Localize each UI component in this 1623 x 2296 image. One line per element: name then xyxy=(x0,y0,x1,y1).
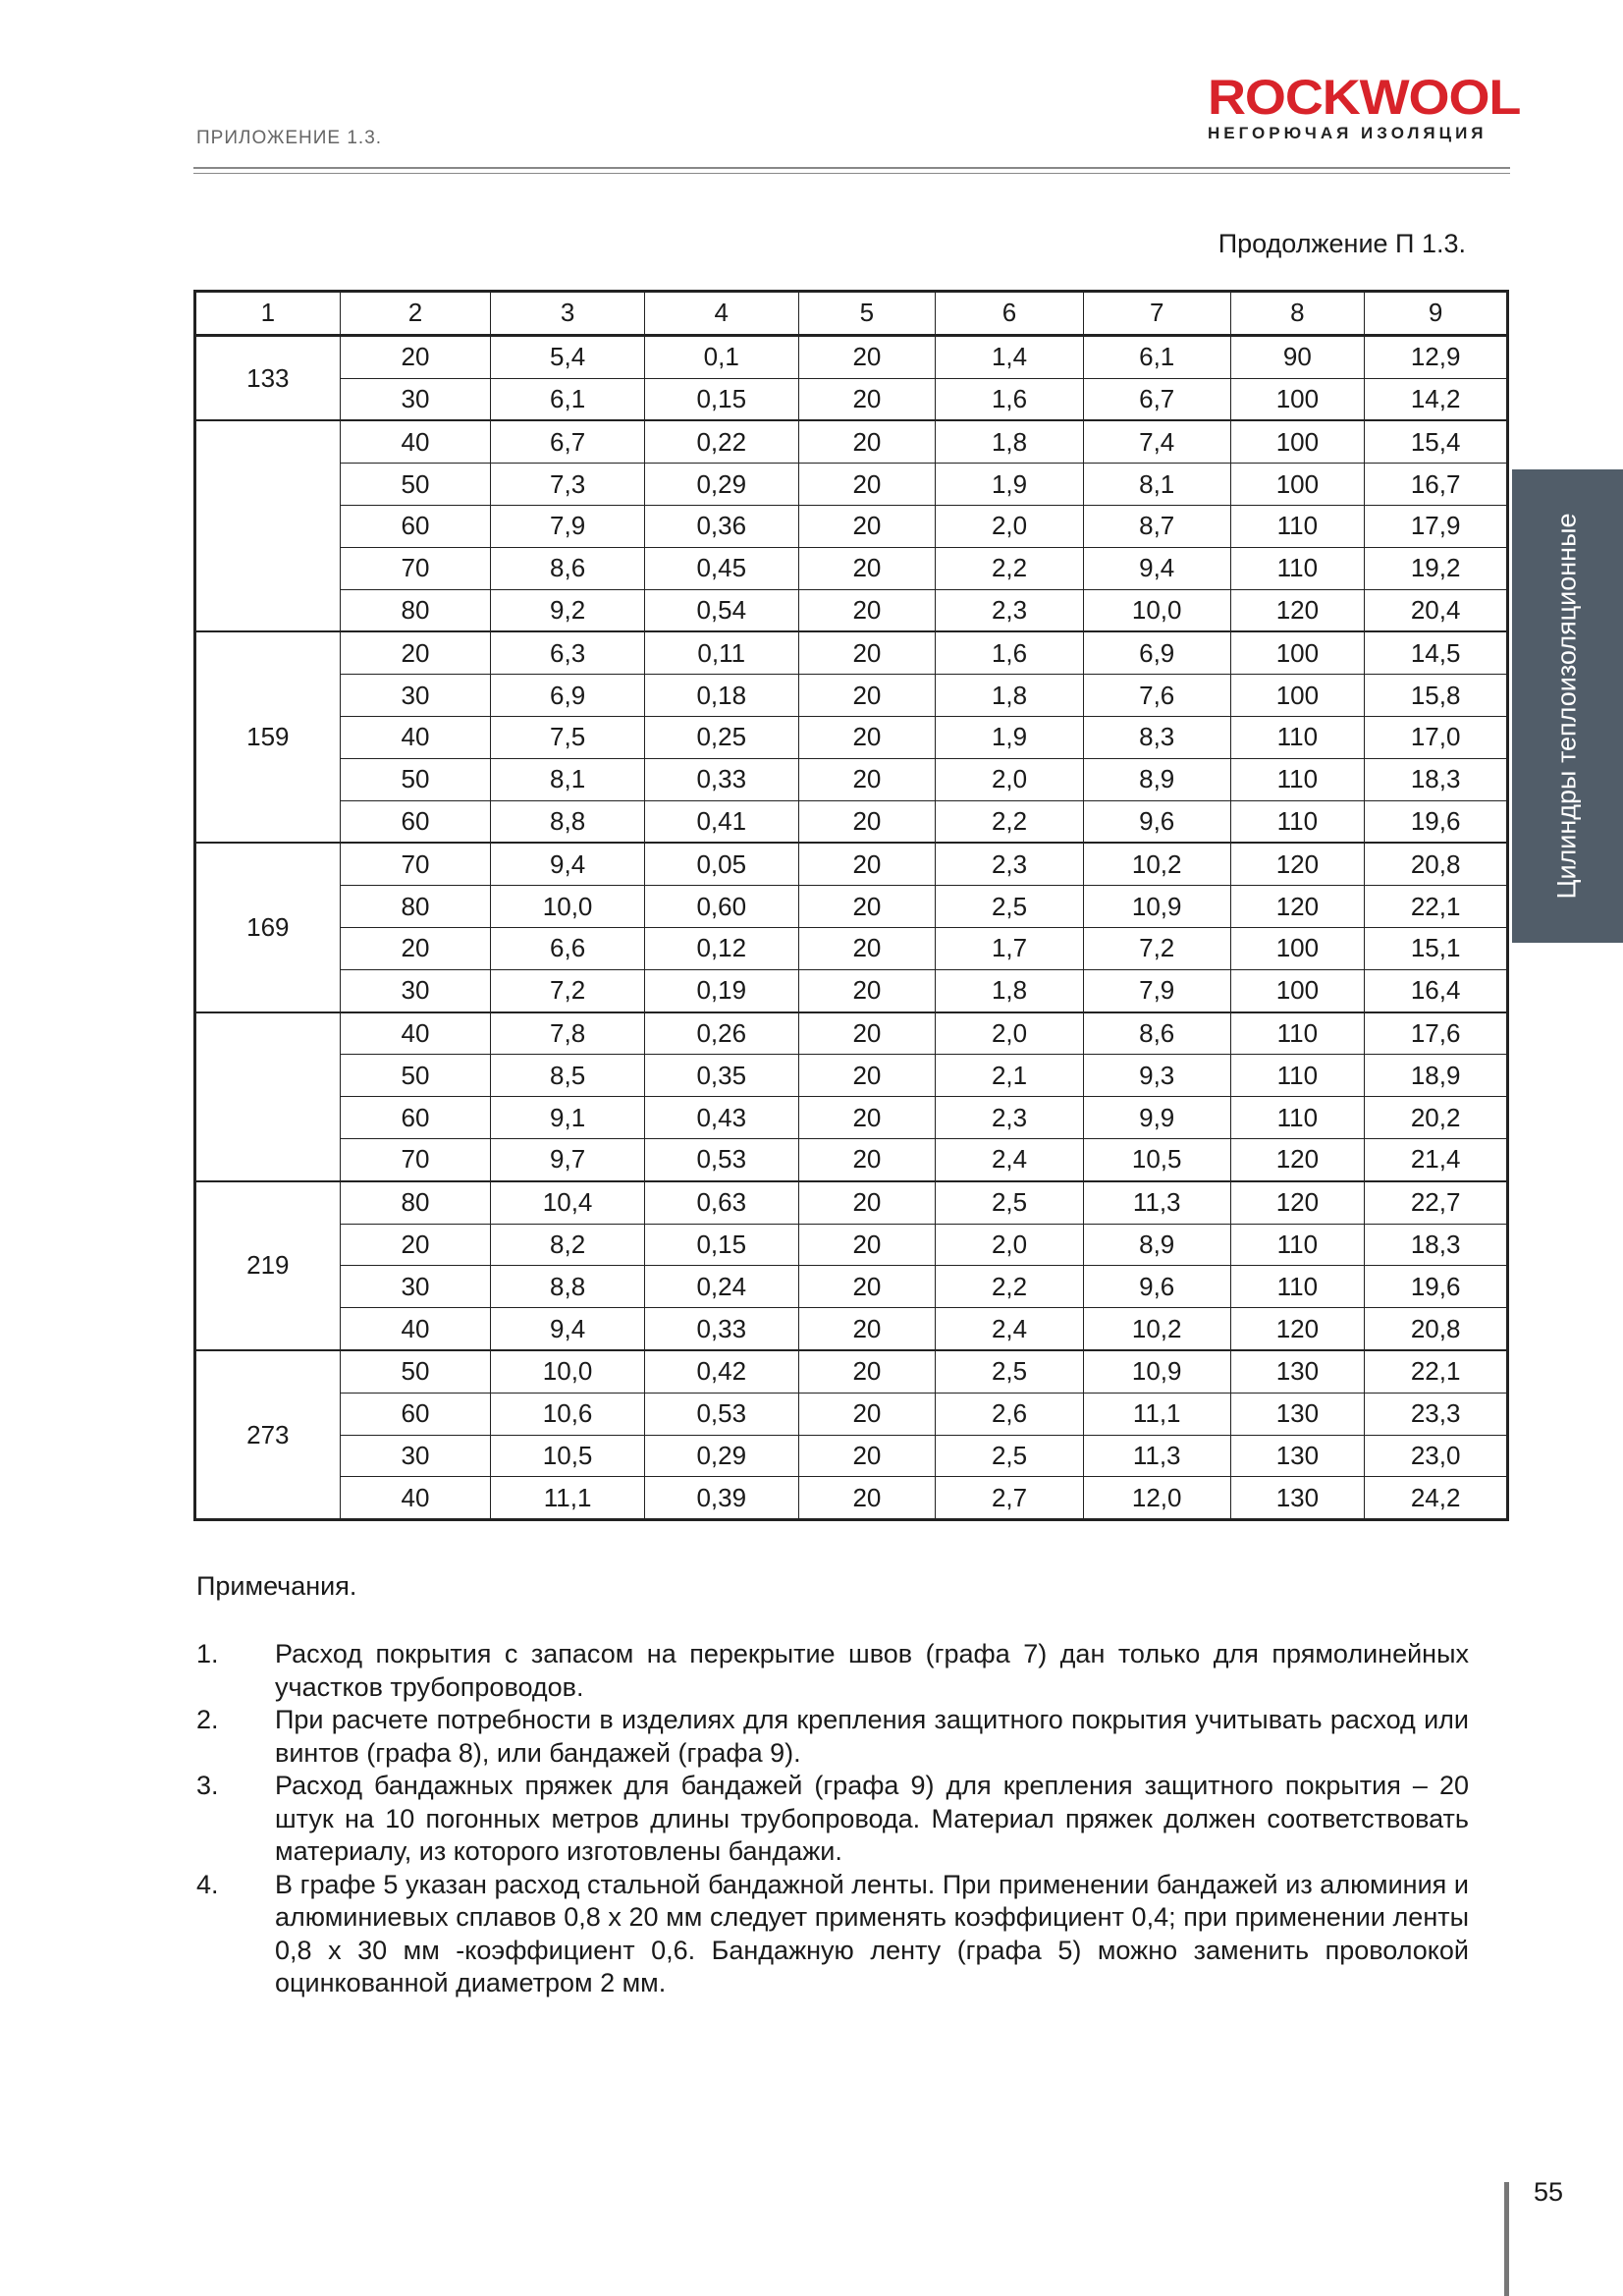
table-row xyxy=(195,758,1508,800)
page-number-bar xyxy=(1504,2182,1509,2296)
table-cell: 50 xyxy=(340,1055,491,1097)
table-cell: 0,35 xyxy=(644,1055,798,1097)
table-cell: 20,4 xyxy=(1365,589,1508,631)
table-cell: 2,5 xyxy=(936,1350,1084,1393)
table-cell: 8,3 xyxy=(1083,716,1230,758)
table-cell: 70 xyxy=(340,1138,491,1180)
table-cell: 20 xyxy=(798,969,936,1011)
table-cell: 6,7 xyxy=(491,420,645,463)
table-cell: 2,4 xyxy=(936,1308,1084,1350)
table-cell: 2,3 xyxy=(936,843,1084,885)
table-cell: 0,53 xyxy=(644,1393,798,1435)
column-header: 5 xyxy=(798,292,936,336)
diameter-group-cell: 169 xyxy=(195,843,341,1011)
table-cell: 11,1 xyxy=(491,1477,645,1520)
table-cell: 120 xyxy=(1230,1181,1365,1224)
table-cell: 19,2 xyxy=(1365,547,1508,589)
note-text: В графе 5 указан расход стальной бандажной ленты. При применении бандажей из алюминия и алюминиевых сплавов 0,8 х 20 мм следует применять коэффициент 0,4; при применении ленты 0,8 х 30 мм -коэффициент 0,6. Бандажную ленту (графа 5) можно заменить проволокой оцинкованной диаметром 2 мм. xyxy=(275,1869,1469,1997)
note-text: Расход покрытия с запасом на перекрытие швов (графа 7) дан только для прямолинейных участков трубопроводов. xyxy=(275,1639,1469,1702)
table-row xyxy=(195,335,1508,378)
table-cell: 0,54 xyxy=(644,589,798,631)
table-cell: 20 xyxy=(798,800,936,843)
table-row xyxy=(195,631,1508,674)
table-cell: 20 xyxy=(798,631,936,674)
table-cell: 2,4 xyxy=(936,1138,1084,1180)
table-cell: 130 xyxy=(1230,1393,1365,1435)
table-cell: 20,8 xyxy=(1365,1308,1508,1350)
table-cell: 7,6 xyxy=(1083,675,1230,717)
table-cell: 130 xyxy=(1230,1477,1365,1520)
column-header: 3 xyxy=(491,292,645,336)
column-header: 9 xyxy=(1365,292,1508,336)
table-cell: 1,6 xyxy=(936,631,1084,674)
table-cell: 1,6 xyxy=(936,378,1084,420)
table-cell: 7,2 xyxy=(491,969,645,1011)
table-cell: 0,63 xyxy=(644,1181,798,1224)
table-cell: 110 xyxy=(1230,800,1365,843)
table-cell: 7,3 xyxy=(491,464,645,506)
table-cell: 120 xyxy=(1230,843,1365,885)
note-item xyxy=(196,1770,1469,1869)
table-cell: 0,33 xyxy=(644,1308,798,1350)
table-cell: 7,9 xyxy=(1083,969,1230,1011)
table-cell: 9,6 xyxy=(1083,1266,1230,1308)
table-cell: 16,4 xyxy=(1365,969,1508,1011)
table-cell: 8,7 xyxy=(1083,505,1230,547)
table-cell: 20 xyxy=(798,547,936,589)
table-cell: 100 xyxy=(1230,675,1365,717)
table-cell: 15,8 xyxy=(1365,675,1508,717)
table-cell: 7,9 xyxy=(491,505,645,547)
table-cell: 100 xyxy=(1230,927,1365,969)
table-cell: 40 xyxy=(340,1308,491,1350)
table-cell: 14,2 xyxy=(1365,378,1508,420)
table-cell: 18,9 xyxy=(1365,1055,1508,1097)
table-cell: 0,41 xyxy=(644,800,798,843)
table-cell: 5,4 xyxy=(491,335,645,378)
table-cell: 40 xyxy=(340,420,491,463)
notes-list xyxy=(196,1638,1469,2000)
table-cell: 6,7 xyxy=(1083,378,1230,420)
table-cell: 2,3 xyxy=(936,589,1084,631)
table-cell: 120 xyxy=(1230,886,1365,928)
table-cell: 0,36 xyxy=(644,505,798,547)
table-cell: 30 xyxy=(340,378,491,420)
table-cell: 0,26 xyxy=(644,1012,798,1055)
table-cell: 2,2 xyxy=(936,800,1084,843)
table-cell: 1,9 xyxy=(936,464,1084,506)
table-row xyxy=(195,843,1508,885)
table-cell: 6,6 xyxy=(491,927,645,969)
table-cell: 60 xyxy=(340,1393,491,1435)
table-cell: 7,2 xyxy=(1083,927,1230,969)
table-cell: 12,9 xyxy=(1365,335,1508,378)
table-cell: 1,8 xyxy=(936,969,1084,1011)
table-cell: 17,9 xyxy=(1365,505,1508,547)
table-cell: 0,39 xyxy=(644,1477,798,1520)
table-cell: 20 xyxy=(340,335,491,378)
table-cell: 0,33 xyxy=(644,758,798,800)
header-divider xyxy=(193,167,1510,169)
table-cell: 70 xyxy=(340,547,491,589)
table-cell: 8,8 xyxy=(491,1266,645,1308)
table-cell: 8,9 xyxy=(1083,1224,1230,1266)
table-cell: 20 xyxy=(798,1097,936,1139)
table-cell: 7,4 xyxy=(1083,420,1230,463)
table-cell: 90 xyxy=(1230,335,1365,378)
table-cell: 0,29 xyxy=(644,1435,798,1477)
table-cell: 130 xyxy=(1230,1350,1365,1393)
appendix-label: ПРИЛОЖЕНИЕ 1.3. xyxy=(196,128,383,148)
table-cell: 60 xyxy=(340,800,491,843)
table-cell: 2,0 xyxy=(936,758,1084,800)
table-cell: 110 xyxy=(1230,1097,1365,1139)
table-row xyxy=(195,1393,1508,1435)
diameter-group-cell: 133 xyxy=(195,335,341,420)
table-cell: 9,4 xyxy=(491,1308,645,1350)
table-cell: 60 xyxy=(340,505,491,547)
table-cell: 10,2 xyxy=(1083,1308,1230,1350)
table-cell: 2,7 xyxy=(936,1477,1084,1520)
table-row xyxy=(195,716,1508,758)
side-section-tab xyxy=(1512,469,1623,943)
table-cell: 30 xyxy=(340,1266,491,1308)
table-cell: 2,2 xyxy=(936,547,1084,589)
diameter-group-cell: 159 xyxy=(195,631,341,843)
table-cell: 0,22 xyxy=(644,420,798,463)
table-cell: 15,4 xyxy=(1365,420,1508,463)
table-row xyxy=(195,1181,1508,1224)
table-row xyxy=(195,1012,1508,1055)
table-cell: 110 xyxy=(1230,758,1365,800)
table-cell: 9,7 xyxy=(491,1138,645,1180)
table-cell: 110 xyxy=(1230,1224,1365,1266)
table-cell: 0,24 xyxy=(644,1266,798,1308)
table-cell: 40 xyxy=(340,716,491,758)
table-cell: 20 xyxy=(798,758,936,800)
rockwool-logo xyxy=(1208,70,1521,143)
table-cell: 20 xyxy=(340,631,491,674)
table-cell: 1,7 xyxy=(936,927,1084,969)
table-cell: 20 xyxy=(798,1138,936,1180)
table-cell: 6,1 xyxy=(1083,335,1230,378)
table-cell: 17,0 xyxy=(1365,716,1508,758)
table-row xyxy=(195,589,1508,631)
logo-wordmark: ROCKWOOL xyxy=(1208,70,1521,125)
table-cell: 80 xyxy=(340,589,491,631)
table-cell: 120 xyxy=(1230,589,1365,631)
column-header: 6 xyxy=(936,292,1084,336)
side-section-tab-label: Цилиндры теплоизоляционные xyxy=(1551,513,1582,900)
diameter-group-cell: 273 xyxy=(195,1350,341,1520)
table-cell: 20 xyxy=(798,505,936,547)
table-cell: 0,1 xyxy=(644,335,798,378)
table-row xyxy=(195,464,1508,506)
table-cell: 0,60 xyxy=(644,886,798,928)
table-cell: 20 xyxy=(798,716,936,758)
table-cell: 0,15 xyxy=(644,378,798,420)
table-cell: 10,0 xyxy=(1083,589,1230,631)
table-cell: 1,8 xyxy=(936,420,1084,463)
table-cell: 9,1 xyxy=(491,1097,645,1139)
table-cell: 60 xyxy=(340,1097,491,1139)
table-cell: 100 xyxy=(1230,464,1365,506)
table-cell: 100 xyxy=(1230,969,1365,1011)
table-row xyxy=(195,927,1508,969)
table-cell: 20 xyxy=(340,927,491,969)
table-cell: 20 xyxy=(798,1012,936,1055)
table-cell: 30 xyxy=(340,675,491,717)
note-item xyxy=(196,1704,1469,1770)
table-cell: 11,3 xyxy=(1083,1181,1230,1224)
table-cell: 0,42 xyxy=(644,1350,798,1393)
table-cell: 10,5 xyxy=(1083,1138,1230,1180)
table-cell: 10,9 xyxy=(1083,1350,1230,1393)
table-cell: 20 xyxy=(798,378,936,420)
table-cell: 24,2 xyxy=(1365,1477,1508,1520)
table-cell: 8,5 xyxy=(491,1055,645,1097)
table-cell: 100 xyxy=(1230,631,1365,674)
table-cell: 20 xyxy=(798,1350,936,1393)
table-cell: 8,2 xyxy=(491,1224,645,1266)
table-cell: 19,6 xyxy=(1365,1266,1508,1308)
table-cell: 0,11 xyxy=(644,631,798,674)
table-cell: 11,1 xyxy=(1083,1393,1230,1435)
table-cell: 110 xyxy=(1230,1266,1365,1308)
table-cell: 20 xyxy=(798,1393,936,1435)
table-row xyxy=(195,378,1508,420)
table-header-row xyxy=(195,292,1508,336)
table-cell: 20 xyxy=(798,1477,936,1520)
table-cell: 20 xyxy=(798,420,936,463)
table-cell: 20 xyxy=(798,886,936,928)
table-cell: 10,2 xyxy=(1083,843,1230,885)
note-item xyxy=(196,1869,1469,2000)
table-cell: 20 xyxy=(798,335,936,378)
table-row xyxy=(195,1308,1508,1350)
table-row xyxy=(195,547,1508,589)
table-row xyxy=(195,505,1508,547)
note-number: 4. xyxy=(196,1869,219,1899)
table-cell: 2,2 xyxy=(936,1266,1084,1308)
table-cell: 80 xyxy=(340,1181,491,1224)
table-cell: 7,5 xyxy=(491,716,645,758)
table-cell: 0,45 xyxy=(644,547,798,589)
table-cell: 20 xyxy=(340,1224,491,1266)
table-cell: 6,3 xyxy=(491,631,645,674)
table-cell: 130 xyxy=(1230,1435,1365,1477)
table-row xyxy=(195,420,1508,463)
table-cell: 0,15 xyxy=(644,1224,798,1266)
table-cell: 8,1 xyxy=(491,758,645,800)
table-cell: 10,6 xyxy=(491,1393,645,1435)
table-cell: 11,3 xyxy=(1083,1435,1230,1477)
table-cell: 14,5 xyxy=(1365,631,1508,674)
table-row xyxy=(195,1350,1508,1393)
table-cell: 18,3 xyxy=(1365,758,1508,800)
table-row xyxy=(195,1138,1508,1180)
table-cell: 120 xyxy=(1230,1138,1365,1180)
table-cell: 23,3 xyxy=(1365,1393,1508,1435)
table-cell: 10,4 xyxy=(491,1181,645,1224)
table-cell: 30 xyxy=(340,969,491,1011)
table-cell: 20 xyxy=(798,927,936,969)
table-cell: 9,3 xyxy=(1083,1055,1230,1097)
table-cell: 0,05 xyxy=(644,843,798,885)
table-cell: 50 xyxy=(340,1350,491,1393)
table-cell: 16,7 xyxy=(1365,464,1508,506)
table-cell: 22,1 xyxy=(1365,886,1508,928)
table-cell: 1,4 xyxy=(936,335,1084,378)
table-cell: 20 xyxy=(798,1435,936,1477)
table-cell: 50 xyxy=(340,464,491,506)
table-cell: 10,9 xyxy=(1083,886,1230,928)
table-cell: 9,4 xyxy=(491,843,645,885)
note-number: 3. xyxy=(196,1771,219,1800)
table-cell: 0,12 xyxy=(644,927,798,969)
table-cell: 8,9 xyxy=(1083,758,1230,800)
table-cell: 2,6 xyxy=(936,1393,1084,1435)
note-text: Расход бандажных пряжек для бандажей (графа 9) для крепления защитного покрытия – 20 штук на 10 погонных метров длины трубопровода. Материал пряжек должен соответствовать материалу, из которого изготовлены бандажи. xyxy=(275,1771,1469,1866)
header-divider-thin xyxy=(193,173,1510,174)
table-row xyxy=(195,1477,1508,1520)
table-cell: 110 xyxy=(1230,505,1365,547)
table-cell: 20 xyxy=(798,675,936,717)
table-cell: 20 xyxy=(798,1181,936,1224)
table-cell: 20 xyxy=(798,1266,936,1308)
table-cell: 10,0 xyxy=(491,1350,645,1393)
column-header: 7 xyxy=(1083,292,1230,336)
table-row xyxy=(195,800,1508,843)
table-cell: 6,9 xyxy=(1083,631,1230,674)
notes-title: Примечания. xyxy=(196,1571,357,1601)
note-number: 1. xyxy=(196,1639,219,1668)
table-cell: 2,1 xyxy=(936,1055,1084,1097)
table-cell: 9,4 xyxy=(1083,547,1230,589)
diameter-group-cell xyxy=(195,1012,341,1181)
table-cell: 0,18 xyxy=(644,675,798,717)
table-cell: 18,3 xyxy=(1365,1224,1508,1266)
table-cell: 8,6 xyxy=(1083,1012,1230,1055)
table-cell: 120 xyxy=(1230,1308,1365,1350)
table-cell: 50 xyxy=(340,758,491,800)
table-row xyxy=(195,1097,1508,1139)
table-cell: 2,5 xyxy=(936,1435,1084,1477)
table-cell: 6,9 xyxy=(491,675,645,717)
diameter-group-cell: 219 xyxy=(195,1181,341,1350)
table-cell: 20 xyxy=(798,1308,936,1350)
table-row xyxy=(195,886,1508,928)
table-cell: 20,2 xyxy=(1365,1097,1508,1139)
column-header: 8 xyxy=(1230,292,1365,336)
diameter-group-cell xyxy=(195,420,341,631)
table-cell: 0,43 xyxy=(644,1097,798,1139)
table-cell: 9,9 xyxy=(1083,1097,1230,1139)
table-cell: 110 xyxy=(1230,1055,1365,1097)
table-cell: 23,0 xyxy=(1365,1435,1508,1477)
table-cell: 110 xyxy=(1230,716,1365,758)
logo-tagline: НЕГОРЮЧАЯ ИЗОЛЯЦИЯ xyxy=(1208,124,1488,142)
table-cell: 20,8 xyxy=(1365,843,1508,885)
table-cell: 100 xyxy=(1230,420,1365,463)
table-cell: 20 xyxy=(798,1224,936,1266)
table-cell: 10,0 xyxy=(491,886,645,928)
table-cell: 7,8 xyxy=(491,1012,645,1055)
table-cell: 100 xyxy=(1230,378,1365,420)
table-cell: 20 xyxy=(798,589,936,631)
table-cell: 0,19 xyxy=(644,969,798,1011)
table-cell: 40 xyxy=(340,1477,491,1520)
table-cell: 80 xyxy=(340,886,491,928)
note-number: 2. xyxy=(196,1705,219,1734)
continuation-label: Продолжение П 1.3. xyxy=(1217,229,1466,258)
table-cell: 8,8 xyxy=(491,800,645,843)
column-header: 2 xyxy=(340,292,491,336)
table-cell: 20 xyxy=(798,843,936,885)
table-cell: 9,6 xyxy=(1083,800,1230,843)
table-cell: 2,0 xyxy=(936,1224,1084,1266)
page-number: 55 xyxy=(1534,2177,1564,2207)
table-cell: 20 xyxy=(798,1055,936,1097)
table-cell: 21,4 xyxy=(1365,1138,1508,1180)
table-cell: 2,5 xyxy=(936,886,1084,928)
table-row xyxy=(195,969,1508,1011)
table-row xyxy=(195,675,1508,717)
table-cell: 0,25 xyxy=(644,716,798,758)
table-cell: 0,29 xyxy=(644,464,798,506)
table-cell: 2,0 xyxy=(936,1012,1084,1055)
table-cell: 15,1 xyxy=(1365,927,1508,969)
table-cell: 30 xyxy=(340,1435,491,1477)
table-cell: 8,6 xyxy=(491,547,645,589)
table-cell: 110 xyxy=(1230,1012,1365,1055)
table-cell: 17,6 xyxy=(1365,1012,1508,1055)
table-cell: 0,53 xyxy=(644,1138,798,1180)
data-table xyxy=(193,290,1509,1521)
table-cell: 22,1 xyxy=(1365,1350,1508,1393)
table-row xyxy=(195,1224,1508,1266)
table-cell: 22,7 xyxy=(1365,1181,1508,1224)
table-cell: 110 xyxy=(1230,547,1365,589)
table-row xyxy=(195,1266,1508,1308)
table-cell: 70 xyxy=(340,843,491,885)
table-cell: 1,9 xyxy=(936,716,1084,758)
table-cell: 1,8 xyxy=(936,675,1084,717)
table-cell: 6,1 xyxy=(491,378,645,420)
table-cell: 40 xyxy=(340,1012,491,1055)
note-item xyxy=(196,1638,1469,1704)
note-text: При расчете потребности в изделиях для крепления защитного покрытия учитывать расход или винтов (графа 8), или бандажей (графа 9). xyxy=(275,1705,1469,1768)
table-row xyxy=(195,1055,1508,1097)
table-row xyxy=(195,1435,1508,1477)
table-cell: 2,0 xyxy=(936,505,1084,547)
column-header: 4 xyxy=(644,292,798,336)
table-cell: 20 xyxy=(798,464,936,506)
column-header: 1 xyxy=(195,292,341,336)
table-cell: 12,0 xyxy=(1083,1477,1230,1520)
table-cell: 19,6 xyxy=(1365,800,1508,843)
table-cell: 9,2 xyxy=(491,589,645,631)
table-cell: 10,5 xyxy=(491,1435,645,1477)
table-cell: 2,5 xyxy=(936,1181,1084,1224)
table-cell: 8,1 xyxy=(1083,464,1230,506)
table-cell: 2,3 xyxy=(936,1097,1084,1139)
